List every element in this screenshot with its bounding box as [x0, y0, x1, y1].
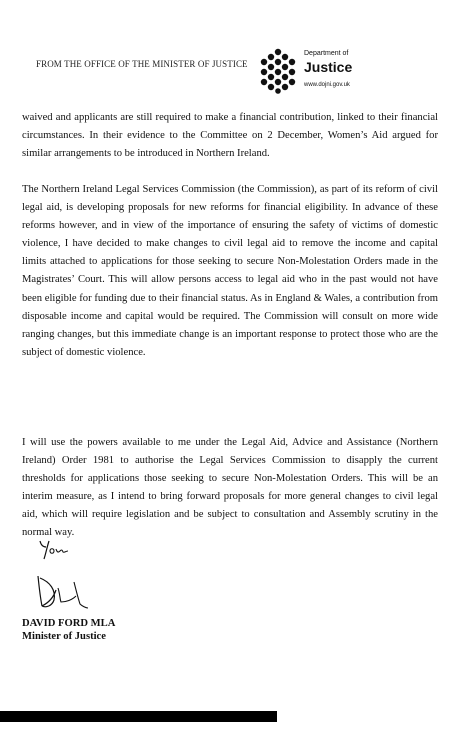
- paragraph: waived and applicants are still required to make a financial contribution, linked to their financial circumstances. In their evidence to the Committee on 2 December, Women’s Aid argued for similar arrangements to be introduced in Northern Ireland.: [22, 112, 438, 160]
- department-label: Department of: [304, 50, 349, 57]
- office-line: FROM THE OFFICE OF THE MINISTER OF JUSTICE: [36, 59, 248, 69]
- signatory-title: Minister of Justice: [22, 631, 106, 642]
- paragraph: The Northern Ireland Legal Services Commission (the Commission), as part of its reform of civil legal aid, is developing proposals for new reforms for financial eligibility. In advance of these reforms however, and in view of the importance of ensuring the safety of victims of domestic violence, I have decided to make changes to civil legal aid to remove the income and capital limits attached to applications for those seeking to secure Non-Molestation Orders made in the Magistrates’ Court. This will allow persons access to legal aid who in the past would not have been eligible for funding due to their financial status. As in England & Wales, a contribution from disposable income and capital would be required. The Commission will consult on more wide ranging changes, but this immediate change is an important response to protect those who are the subject of domestic violence.: [22, 184, 438, 358]
- department-name: Justice: [304, 59, 353, 75]
- handwritten-valediction: [38, 539, 78, 561]
- justice-logo-icon: [256, 48, 300, 94]
- paragraph: I will use the powers available to me under the Legal Aid, Advice and Assistance (Northern Ireland) Order 1981 to authorise the Legal Services Commission to disapply the current thresholds for applications those seeking to secure Non-Molestation Orders. This will be an interim measure, as I intend to bring forward proposals for more general changes to civil legal aid, which will require legislation and be subject to consultation and Assembly scrutiny in the normal way.: [22, 437, 438, 539]
- signatory-name: DAVID FORD MLA: [22, 618, 116, 629]
- footer-bar: [0, 711, 277, 722]
- signature: [30, 572, 90, 612]
- department-url: www.dojni.gov.uk: [304, 82, 350, 88]
